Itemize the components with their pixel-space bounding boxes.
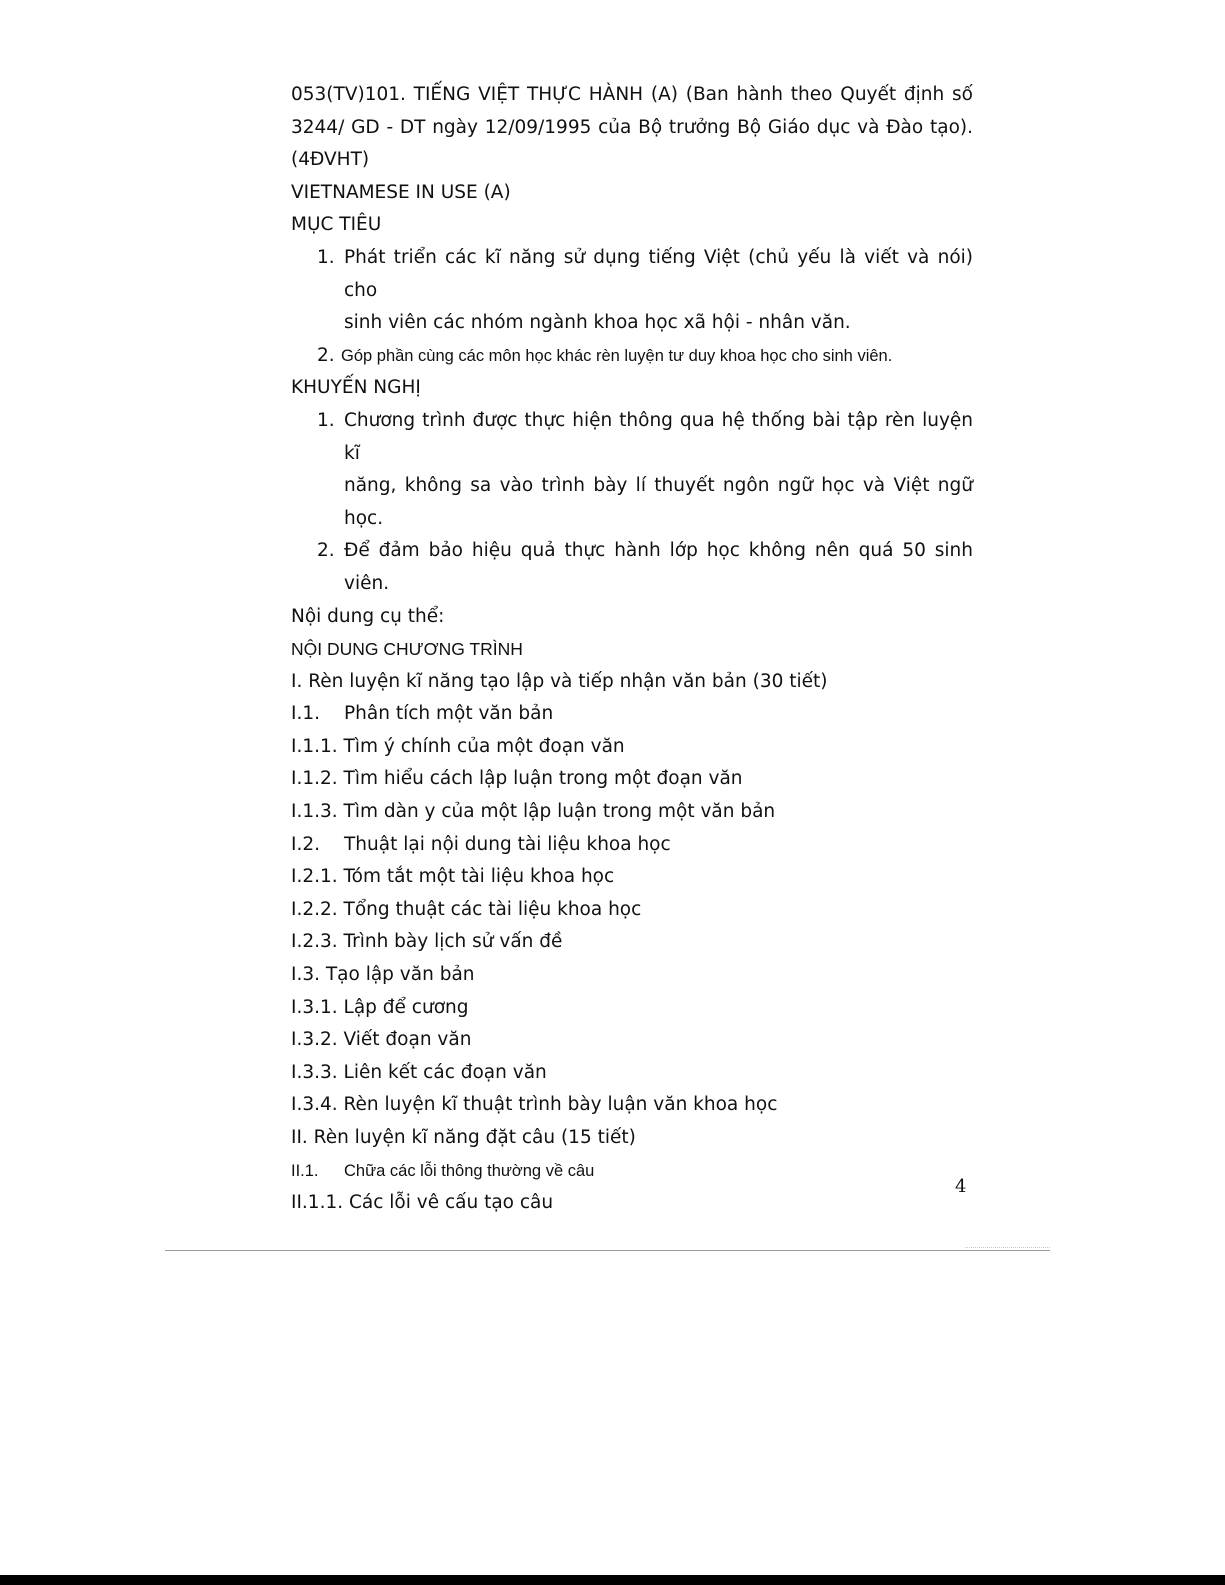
- outline-item: I.3.1. Lập để cương: [291, 996, 469, 1018]
- objectives-heading: MỤC TIÊU: [291, 214, 382, 236]
- outline-subsection: [291, 829, 973, 862]
- objective-number: 1.: [317, 246, 335, 268]
- outline-item: I.2.1. Tóm tắt một tài liệu khoa học: [291, 866, 615, 888]
- outline-label: II.1.: [291, 1161, 319, 1180]
- program-heading: NỘI DUNG CHƯƠNG TRÌNH: [291, 639, 523, 660]
- document-body: [291, 79, 973, 1220]
- outline-item: I.3.3. Liên kết các đoạn văn: [291, 1061, 547, 1083]
- outline-subsection: [291, 698, 973, 731]
- outline-section: I. Rèn luyện kĩ năng tạo lập và tiếp nhận văn bản (30 tiết): [291, 670, 828, 692]
- english-title: VIETNAMESE IN USE (A): [291, 181, 511, 203]
- course-credits: (4ĐVHT): [291, 149, 370, 171]
- page-divider: [165, 1250, 1050, 1251]
- outline-item: II.1.1. Các lỗi vê cấu tạo câu: [291, 1192, 554, 1214]
- recommendation-number: 2.: [317, 540, 335, 562]
- outline-title: Chữa các lỗi thông thường về câu: [344, 1161, 595, 1180]
- recommendation-text: viên.: [344, 572, 390, 594]
- outline-section: II. Rèn luyện kĩ năng đặt câu (15 tiết): [291, 1127, 636, 1148]
- outline-subsection: [291, 1155, 973, 1188]
- outline-item: I.1.1. Tìm ý chính của một đoạn văn: [291, 735, 625, 757]
- page-divider-dots: [965, 1247, 1050, 1248]
- objective-item: [291, 340, 973, 373]
- outline-item: I.1.3. Tìm dàn y của một lập luận trong một văn bản: [291, 801, 776, 823]
- bottom-edge-bar: [0, 1575, 1225, 1585]
- objective-text: sinh viên các nhóm ngành khoa học xã hội - nhân văn.: [344, 312, 851, 334]
- outline-item: I.3.4. Rèn luyện kĩ thuật trình bày luận văn khoa học: [291, 1094, 778, 1116]
- outline-item: I.2.2. Tổng thuật các tài liệu khoa học: [291, 898, 642, 920]
- outline-label: I.1.: [291, 703, 320, 725]
- recommendations-heading: KHUYẾN NGHỊ: [291, 377, 421, 399]
- outline-label: I.2.: [291, 833, 320, 855]
- objective-number: 2.: [317, 344, 335, 366]
- recommendation-text: Chương trình được thực hiện thông qua hệ thống bài tập rèn luyện kĩ: [344, 409, 973, 464]
- outline-title: Thuật lại nội dung tài liệu khoa học: [344, 833, 671, 855]
- course-header-line: 3244/ GD - DT ngày 12/09/1995 của Bộ trưởng Bộ Giáo dục và Đào tạo).: [291, 116, 973, 138]
- objective-text: Phát triển các kĩ năng sử dụng tiếng Việt (chủ yếu là viết và nói) cho: [344, 246, 973, 301]
- outline-subsection: I.3. Tạo lập văn bản: [291, 964, 475, 986]
- details-label: Nội dung cụ thể:: [291, 605, 445, 627]
- course-header-line: 053(TV)101. TIẾNG VIỆT THỰC HÀNH (A) (Ban hành theo Quyết định số: [291, 84, 973, 105]
- outline-title: Phân tích một văn bản: [344, 703, 554, 725]
- page-number: 4: [955, 1176, 967, 1197]
- recommendation-text: Để đảm bảo hiệu quả thực hành lớp học không nên quá 50 sinh: [344, 540, 973, 562]
- objective-item: [291, 242, 973, 340]
- recommendation-item: [291, 535, 973, 600]
- objective-text: Góp phần cùng các môn học khác rèn luyện tư duy khoa học cho sinh viên.: [341, 346, 893, 365]
- recommendation-item: [291, 405, 973, 535]
- recommendation-number: 1.: [317, 409, 335, 431]
- recommendation-text: học.: [344, 507, 384, 529]
- outline-item: I.1.2. Tìm hiểu cách lập luận trong một đoạn văn: [291, 768, 743, 790]
- outline-item: I.3.2. Viết đoạn văn: [291, 1029, 472, 1051]
- outline-item: I.2.3. Trình bày lịch sử vấn đề: [291, 931, 563, 953]
- recommendation-text: năng, không sa vào trình bày lí thuyết ngôn ngữ học và Việt ngữ: [344, 475, 973, 497]
